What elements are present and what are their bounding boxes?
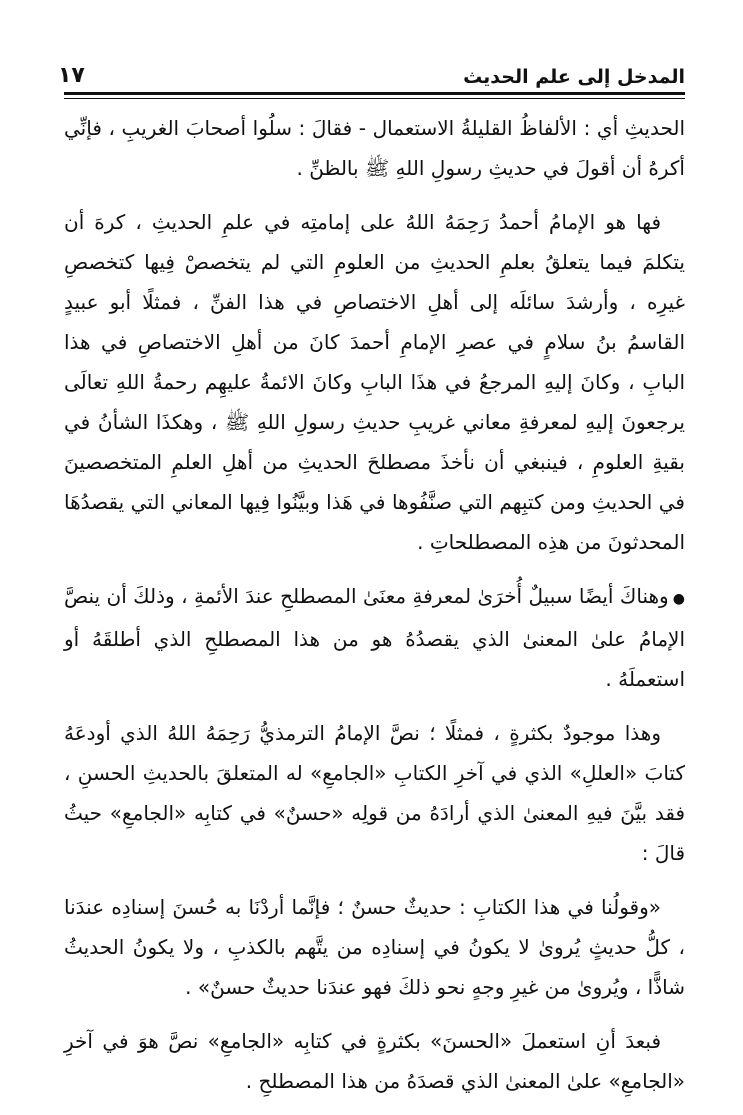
paragraph: فبعدَ أنِ استعملَ «الحسنَ» بكثرةٍ في كتابِه «الجامعِ» نصَّ هوَ في آخرِ «الجامعِ» علىٰ المعنىٰ الذي قصدَهُ من هذا المصطلحِ . — [64, 1029, 685, 1093]
paragraph: وهذا موجودٌ بكثرةٍ ، فمثلًا ؛ نصَّ الإمامُ الترمذيُّ رَحِمَهُ اللهُ الذي أودعَهُ كتابَ «العللِ» الذي في آخرِ الكتابِ «الجامعِ» له المتعلقَ بالحديثِ الحسنِ ، فقد بيَّنَ فيهِ المعنىٰ الذي أرادَهُ من قولِه «حسنٌ» في كتابِه «الجامعِ» حيثُ قالَ : — [64, 721, 685, 865]
running-title: المدخل إلى علم الحديث — [463, 66, 685, 88]
header-rule-thin — [64, 98, 685, 99]
page-header — [58, 52, 685, 88]
bullet-icon: ● — [672, 591, 685, 607]
quotation-paragraph: «وقولُنا في هذا الكتابِ : حديثٌ حسنٌ ؛ فإنَّما أردْنَا به حُسنَ إسنادِه عندَنا ، كلُّ حديثٍ يُروىٰ لا يكونُ في إسنادِه من يتَّهم بالكذبِ ، ولا يكونُ الحديثُ شاذًّا ، ويُروىٰ من غيرِ وجهٍ نحو ذلكَ فهو عندَنا حديثٌ حسنٌ» . — [64, 895, 685, 999]
header-rule-thick — [64, 92, 685, 95]
paragraph: فها هو الإمامُ أحمدُ رَحِمَهُ اللهُ على إمامتِه في علمِ الحديثِ ، كرهَ أن يتكلمَ فيما يتعلقُ بعلمِ الحديثِ من العلومِ التي لم يتخصصْ فِيها كتخصصِ غيرِه ، وأرشدَ سائلَه إلى أهلِ الاختصاصِ في هذا الفنِّ ، فمثلًا أبو عبيدٍ القاسمُ بنُ سلامٍ في عصرِ الإمامِ أحمدَ كانَ من أهلِ الاختصاصِ في هذا البابِ ، وكانَ إليهِ المرجعُ في هذَا البابِ وكانَ الائمةُ عليهِم رحمةُ اللهِ تعالَى يرجعونَ إليهِ لمعرفةِ معاني غريبِ حديثِ رسولِ اللهِ ﷺ ، وهكذَا الشأنُ في بقيةِ العلومِ ، فينبغي أن نأخذَ مصطلحَ الحديثِ من أهلِ العلمِ المتخصصينَ في الحديثِ ومن كتبِهم التي صنَّفُوها في هَذا وبيَّنُوا فِيها المعاني التي يقصدُهَا المحدثونَ من هذِه المصطلحاتِ . — [64, 210, 685, 554]
page-number: ١٧ — [58, 63, 85, 88]
paragraph-text: وهناكَ أيضًا سبيلٌ أُخرَىٰ لمعرفةِ معنَىٰ المصطلحِ عندَ الأئمةِ ، وذلكَ أن ينصَّ الإمامُ علىٰ المعنىٰ الذي يقصدُهُ هو من هذا المصطلحِ الذي أطلقَهُ أو استعملَهُ . — [64, 584, 685, 691]
page-body — [64, 108, 685, 1115]
paragraph: الحديثِ أي : الألفاظُ القليلةُ الاستعمال - فقالَ : سلُوا أصحابَ الغريبِ ، فإنِّي أكرهُ أن أقولَ في حديثِ رسولِ اللهِ ﷺ بالظنِّ . — [64, 116, 685, 180]
paragraph-bulleted — [64, 576, 685, 699]
